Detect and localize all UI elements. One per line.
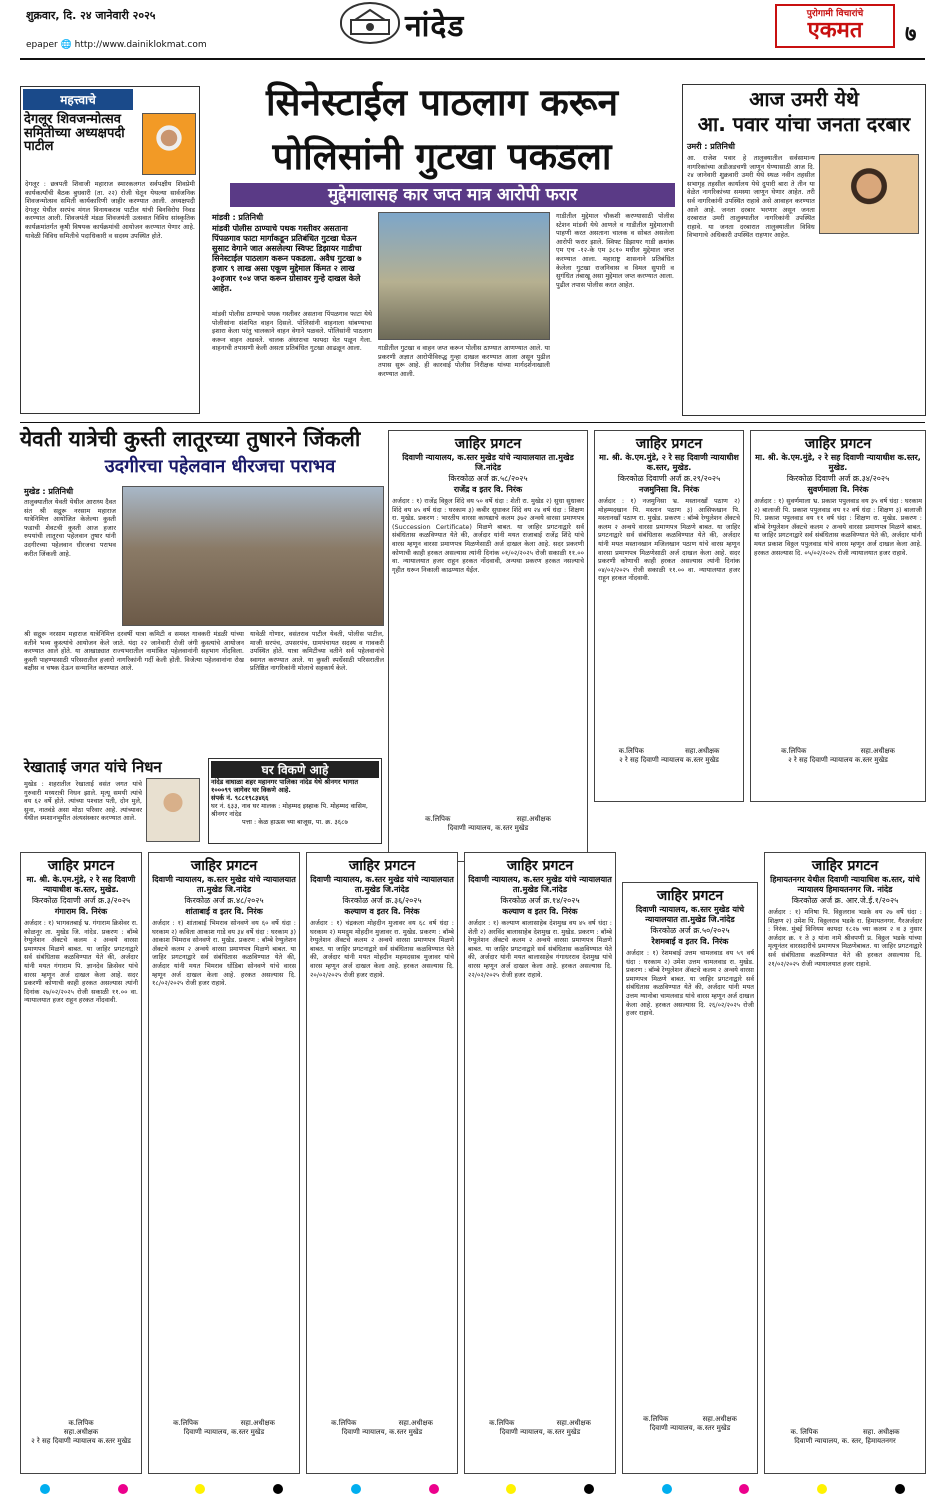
yellow-dot [817, 1484, 827, 1494]
ad-title: जाहिर प्रगटन [454, 436, 522, 452]
ghar-contact: संपर्क नं. ९८८१९८३४६६ [211, 794, 269, 802]
ad-sign-clerk: क.लिपिक [68, 1419, 94, 1427]
ad-case: किरकोळ अर्ज क्र. आर.जे.ई.१/२०२५ [791, 896, 899, 905]
ad-court: दिवाणी न्यायालय, क.स्तर मुखेड यांचे न्यायालयात ता.मुखेड जि.नांदेड [468, 875, 612, 894]
ad-sign-clerk: क.लिपिक [643, 1415, 669, 1423]
ad-title: जाहिर प्रगटन [804, 436, 872, 452]
ad-sign-superintendent: सहा.अधीक्षक [240, 1419, 275, 1427]
umri-byline: उमरी : प्रतिनिधी [687, 142, 735, 151]
ad-case: किरकोळ अर्ज क्र.४८/२०२५ [184, 896, 264, 905]
ad-sign-superintendent: सहा.अधीक्षक [63, 1428, 99, 1436]
ad-sign-clerk: क.लिपिक [425, 815, 451, 823]
ad-parties: गंगाराम वि. निरंक [54, 907, 108, 916]
ad-sign-superintendent: सहा.अधीक्षक [398, 1419, 433, 1427]
ad-sign-superintendent: सहा.अधीक्षक [702, 1415, 737, 1423]
ad-court: दिवाणी न्यायालय, क.स्तर मुखेड यांचे न्यायालयात ता.मुखेड जि.नांदेड [310, 875, 454, 894]
ad-title: जाहिर प्रगटन [656, 888, 724, 904]
ad-parties: कल्याण व इतर वि. निरंक [502, 907, 578, 916]
ad-sign-court: दिवाणी न्यायालय, क.स्तर मुखेड [183, 1428, 265, 1436]
ghar-body: नांदेड वाघाळा शहर महानगर पालिका नांदेड येथे श्रीनगर भागात १०००९९ जागेवर घर विकणे आहे. [211, 778, 359, 794]
ghar-address: पत्ता : केळ हाऊस च्या बाजूस, पा. क्र. ३६८७ [242, 818, 348, 826]
ad-sign-court: दिवाणी न्यायालय, क. स्तर, हिमायतनगर [794, 1437, 896, 1445]
black-dot [584, 1484, 594, 1494]
black-dot [895, 1484, 905, 1494]
umri-headline-1: आज उमरी येथे [749, 87, 859, 111]
ad-sign-superintendent: सहा.अधीक्षक [516, 815, 551, 823]
cyan-dot [40, 1484, 50, 1494]
brand-tagline: पुरोगामी विचारांचे [806, 9, 864, 19]
magenta-dot [429, 1484, 439, 1494]
ad-title: जाहिर प्रगटन [47, 858, 115, 874]
ad-title: जाहिर प्रगटन [811, 858, 879, 874]
ad-sign-superintendent: सहा.अधीक्षक [860, 747, 895, 755]
main-subtitle: मुद्देमालासह कार जप्त मात्र आरोपी फरार [230, 183, 675, 207]
ad-court: दिवाणी न्यायालय, क.स्तर मुखेड यांचे न्यायालयात ता.मुखेड जि.नांदेड [152, 875, 296, 894]
yellow-dot [195, 1484, 205, 1494]
ad-sign-superintendent: सहा.अधीक्षक [556, 1419, 591, 1427]
ad-box [388, 430, 588, 862]
ad-court: दिवाणी न्यायालय, क.स्तर मुखेड यांचे न्यायालयात ता.मुखेड जि.नांदेड [402, 453, 574, 472]
black-dot [273, 1484, 283, 1494]
ad-box [148, 852, 300, 1474]
ad-body: अर्जदार : १) भागवतबाई भ्र. गंगाराम क्रिसेवर रा. कोळनूर ता. मुखेड जि. नांदेड. प्रकरण : बॉम्बे रेग्युलेशन ॲक्टचे कलम २ अन्वये वारसा प्रमाणपत्र मिळणे बाबत. या जाहिर प्रगटनाद्वारे सर्व संबंधितास कळविण्यात येते की, अर्जदार यांनी मयत गंगाराम पि. ज्ञानदेव क्रिसेवर यांचे वारस म्हणून अर्ज दाखल केला आहे. सदर प्रकरणी कोणाची काही हरकत असल्यास त्यांनी दिनांक २७/०२/२०२५ रोजी सकाळी ११.०० वा. न्यायालयात हजर राहून हरकत नोंदवावी. [24, 919, 138, 1005]
ad-sign-clerk: क.लिपिक [781, 747, 807, 755]
ad-case: किरकोळ दिवाणी अर्ज क्र.३४/२०२५ [786, 474, 890, 483]
ghar-details: घर नं. ६३३, नाव घर मालक : मोहम्मद इस्हाक पि. मोहम्मद वासिम, श्रीनगर नांदेड [211, 802, 368, 818]
page-number: ७ [905, 22, 917, 47]
ad-case: किरकोळ अर्ज क्र.५०/२०२५ [650, 926, 730, 935]
ad-title: जाहिर प्रगटन [635, 436, 703, 452]
ad-sign-superintendent: सहा. अधीक्षक [862, 1428, 900, 1436]
ad-sign-court: दिवाणी न्यायालय, क.स्तर मुखेड [447, 824, 529, 832]
print-registration-marks [0, 1480, 945, 1498]
ad-court: दिवाणी न्यायालय, क.स्तर मुखेड यांचे न्यायालयात ता.मुखेड जि.नांदेड [635, 905, 745, 924]
ad-case: किरकोळ दिवाणी अर्ज क्र.३/२०२५ [31, 896, 131, 905]
ad-case: किरकोळ दिवाणी अर्ज क्र.२९/२०२५ [617, 474, 721, 483]
magenta-dot [739, 1484, 749, 1494]
ad-sign-clerk: क.लिपिक [331, 1419, 357, 1427]
main-body-3: गाडीतील मुद्देमाल चौकशी करण्यासाठी पोलीस स्टेशन मांडवी येथे आणले व गाडीतील मुद्देमालाची पाहणी करत असताना चालक व सोबत असलेला आरोपी फरार झाले. स्विफ्ट डिझायर गाडी क्रमांक एम एच -१२-के एम ३८१० मधील मुद्देमाल जप्त करण्यात आला. महाराष्ट्र शासनाने प्रतिबंधित केलेला गुटखा राजनिवास व विमल सुपारी व सुगंधित तंबाखू असा मुद्देमाल जप्त करण्यात आला. पुढील तपास पोलीस करत आहेत. [556, 212, 674, 289]
ad-box [764, 852, 926, 1474]
ad-parties: राजेंद्र व इतर वि. निरंक [453, 485, 523, 494]
ad-sign-superintendent: सहा.अधीक्षक [685, 747, 720, 755]
mahatvache-box [20, 86, 200, 414]
kusti-body-3: यावेळी गोणार, वसंतराव पाटील येवती, पोलीस पाटील, माजी सरपंच, उपसरपंच, ग्रामपंचायत सदस्य व गावकरी उपस्थित होते. यात्रा कमिटीच्या वतीने सर्व पहेलवानांचे स्वागत करण्यात आले. या कुस्ती स्पर्धेसाठी परिसरातील प्रतिष्ठित नागरिकांनी मोलाचे सहकार्य केले. [250, 630, 384, 673]
brand-name: एकमत [807, 18, 863, 43]
ad-box [306, 852, 458, 1474]
ad-body: अर्जदार : १) रेशमबाई उत्तम चामलवाड वय ५९ वर्ष धंदा : घरकाम २) उमेश उत्तम चामलवाड रा. मुखेड. प्रकरण : बॉम्बे रेग्युलेशन ॲक्टचे कलम २ अन्वये वारसा प्रमाणपत्र मिळणे बाबत. या जाहिर प्रगटनाद्वारे सर्व संबंधितास कळविण्यात येते की, अर्जदार यांनी मयत उत्तम ग्यानोबा चामलवाड यांचे वारस म्हणून अर्ज दाखल केला आहे. हरकत असल्यास दि. २६/०२/२०२५ रोजी हजर राहावे. [626, 949, 754, 1018]
section-rule [20, 422, 925, 423]
main-body-2: गाडीतील गुटखा व वाहन जप्त करून पोलीस ठाण्यात आणण्यात आले. या प्रकरणी अज्ञात आरोपीविरुद्ध गुन्हा दाखल करण्यात आला असून पुढील तपास सुरू आहे. ही कारवाई पोलीस निरीक्षक यांच्या मार्गदर्शनाखाली करण्यात आली. [378, 344, 550, 378]
yellow-dot [506, 1484, 516, 1494]
umri-body: आ. राजेश पवार हे तालुक्यातील सर्वसामान्य नागरिकांच्या अडीअडचणी जाणून घेण्यासाठी आज दि. २४ जानेवारी शुक्रवारी उमरी येथे स्थळ नवीन तहसील सभागृह तहसील कार्यालय येथे दुपारी बारा ते तीन या वेळेत नागरिकांच्या समस्या जाणून घेणार आहेत. तरी सर्व नागरिकांनी उपस्थित राहावे असे आवाहन करण्यात आले आहे. जनता दरबार भरणार असून जनता दरबारात उमरी तालुक्यातील नागरिकांनी उपस्थित राहावे. या जनता दरबारात तालुक्यातील विविध विभागाचे अधिकारी उपस्थित राहणार आहेत. [687, 154, 815, 240]
kusti-subtitle: उदगीरचा पहेलवान धीरजचा पराभव [104, 456, 336, 477]
mahatvache-body: देगलूर : छत्रपती शिवाजी महाराज स्मारकलगत सर्वपक्षीय शिवप्रेमी कार्यकर्त्यांची बैठक बुधवारी (ता. २२) रोजी घेतून येथल्या सार्वजनिक शिवजन्मोत्सव समिती कार्यकारिणी जाहीर करण्यात आली. अध्यक्षपदी देगलूर येथील सरपंच मंगल विनायकराव पाटील यांची बिनविरोध निवड करण्यात आली. शिवजयंती मंडळ शिवजयंती उत्सवात विविध सांस्कृतिक कार्यक्रमांतर्गत कृषी विषयक कार्यक्रमांची आयोजन करण्यात येणार आहे. यावेळी विविध समितीचे पदाधिकारी व सदस्य उपस्थित होते. [25, 180, 195, 240]
ad-sign-court: २ रे सह दिवाणी न्यायालय क.स्तर मुखेड [31, 1437, 131, 1445]
ad-sign-clerk: क.लिपिक [489, 1419, 515, 1427]
ad-body: अर्जदार : १) चंद्रकला मोहदीन मुजावर वय ६८ वर्ष धंदा : घरकाम २) ममदुम मोहदीन मुजावर रा. मुखेड. प्रकरण : बॉम्बे रेग्युलेशन ॲक्टचे कलम २ अन्वये वारसा प्रमाणपत्र मिळणे बाबत. या जाहिर प्रगटनाद्वारे सर्व संबंधितास कळविण्यात येते की, अर्जदार यांनी मयत मोहदीन महमदसाब मुजावर यांचे वारस म्हणून अर्ज दाखल केला आहे. हरकत असल्यास दि. २०/०२/२०२५ रोजी हजर राहावे. [310, 919, 454, 979]
ad-parties: सुवर्णमाला वि. निरंक [807, 485, 869, 494]
nidhan-headline: रेखाताई जगत यांचे निधन [24, 758, 162, 776]
kusti-byline: मुखेड : प्रतिनिधी [24, 487, 74, 496]
ad-title: जाहिर प्रगटन [190, 858, 258, 874]
cyan-dot [351, 1484, 361, 1494]
ad-sign-court: दिवाणी न्यायालय, क.स्तर मुखेड [649, 1424, 731, 1432]
main-body-1: मांडवी पोलीस ठाण्याचे पथक गस्तीवर असताना पिंपळगाव फाटा येथे पोलीसांना संशयित वाहन दिसले. पोलिसांनी वाहनाला थांबण्याचा इशारा केला परंतु चालकाने वाहन वेगाने पळवले. पोलिसांनी पाठलाग करून वाहन अडवले. चालक अंधाराचा फायदा घेत पळून गेला. वाहनाची तपासणी केली असता प्रतिबंधित गुटखा आढळून आला. [212, 310, 372, 353]
ad-court: मा. श्री. के.एम.मुंडे, २ रे सह दिवाणी न्यायाधीश क.स्तर, मुखेड. [755, 453, 921, 472]
ad-body: अर्जदार : १) मनिषा पि. विठ्ठलराव भडके वय २७ वर्षे धंदा : शिक्षण २) उमेश पि. विठ्ठलराव भडके रा. हिमायतनगर. गैरअर्जदार : निरंक. मुंबई विनियम कायदा १८२७ च्या कलम २ व ३ नुसार अर्जदार क्र. १ ते ३ यांना नामे श्रीवपणी प्र. विठ्ठल भडके यांच्या मृत्यूनंतर वारसदारीचे प्रमाणपत्र मिळणेबाबत. या जाहिर प्रगटनाद्वारे सर्व संबंधितास कळविण्यात येते की हरकत असल्यास दि. २१/०२/२०२५ रोजी न्यायालयात हजर राहावे. [768, 908, 922, 968]
police-seizure-photo [378, 212, 550, 340]
ad-title: जाहिर प्रगटन [348, 858, 416, 874]
ad-box [750, 430, 926, 802]
main-headline-2: पोलिसांनी गुटखा पकडला [272, 135, 612, 178]
section-tag: महत्त्वाचे [23, 89, 133, 110]
ad-sign-court: दिवाणी न्यायालय, क.स्तर मुखेड [499, 1428, 581, 1436]
ad-parties: रेशमबाई व इतर वि. निरंक [651, 937, 729, 946]
cyan-dot [662, 1484, 672, 1494]
ad-box [622, 882, 758, 1474]
nidhan-body: मुखेड : शहरातील रेखाताई वसंत जगत यांचे गुरुवारी मध्यरात्री निधन झाले. मृत्यू समयी त्यांचे वय ६२ वर्षे होते. त्यांच्या पश्चात पती, दोन मुले, सुना, नातवंडे असा मोठा परिवार आहे. त्यांच्यावर येथील स्मशानभूमीत अंत्यसंस्कार करण्यात आले. [24, 780, 142, 823]
ghar-box [208, 758, 382, 844]
umri-headline-2: आ. पवार यांचा जनता दरबार [697, 112, 911, 136]
masthead [0, 0, 945, 60]
main-byline: मांडवी : प्रतिनिधी [212, 213, 264, 222]
city-emblem-icon [340, 2, 400, 44]
header-rule [20, 58, 925, 60]
ad-sign-clerk: क.लिपिक [618, 747, 644, 755]
magenta-dot [118, 1484, 128, 1494]
main-headline-1: सिनेस्टाईल पाठलाग करून [265, 81, 619, 124]
ad-case: किरकोळ अर्ज क्र.३६/२०२५ [342, 896, 422, 905]
ad-box [464, 852, 616, 1474]
mahatvache-headline: देगलूर शिवजन्मोत्सव समितीच्या अध्यक्षपदी पाटील [24, 112, 125, 155]
ad-sign-clerk: क.लिपिक [173, 1419, 199, 1427]
ad-sign-court: दिवाणी न्यायालय, क.स्तर मुखेड [341, 1428, 423, 1436]
ad-body: अर्जदार : १) शांताबाई भिमराव सोनवणे वय ६० वर्षे धंदा : घरकाम २) कविता आकाश गाडे वय ३४ वर्षे धंदा : घरकाम ३) आकाश भिमराव सोनवणे रा. मुखेड. प्रकरण : बॉम्बे रेग्युलेशन ॲक्टचे कलम २ अन्वये वारसा प्रमाणपत्र मिळणे बाबत. या जाहिर प्रगटनाद्वारे सर्व संबंधितास कळविण्यात येते की, अर्जदार यांनी मयत भिमराव धोंडिबा सोनवणे यांचे वारस म्हणून अर्ज दाखल केला आहे. हरकत असल्यास दि. १८/०२/२०२५ रोजी हजर राहावे. [152, 919, 296, 988]
ghar-title: घर विकणे आहे [211, 761, 379, 778]
ad-sign-court: २ रे सह दिवाणी न्यायालय क.स्तर मुखेड [788, 756, 888, 764]
city-title: नांदेड [405, 9, 465, 44]
ad-case: किरकोळ अर्ज क्र.१४/२०२५ [500, 896, 580, 905]
mla-photo [819, 154, 919, 234]
ad-court: हिमायतनगर येथील दिवाणी न्यायाधिश क.स्तर, यांचे न्यायालय हिमायतनगर जि. नांदेड [770, 875, 920, 894]
ad-body: अर्जदार : १) नजमुनिसा भ्र. मस्तानखाँ पठाण २) मोहम्मदखान पि. मस्तान पठाण ३) आसिफखान पि. मस्तानखाँ पठाण रा. मुखेड. प्रकरण : बॉम्बे रेग्युलेशन ॲक्टचे कलम २ अन्वये वारसा प्रमाणपत्र मिळणे बाबत. या जाहिर प्रगटनाद्वारे सर्व संबंधितास कळविण्यात येते की, अर्जदार यांनी मयत मस्तानखान मजिलखान पठाण यांचे वारस म्हणून वारसा प्रमाणपत्र मिळणेसाठी अर्ज दाखल केला आहे. सदर प्रकरणी कोणाची काही हरकत असल्यास त्यांनी दिनांक ०४/०२/२०२५ रोजी सकाळी ११.०० वा. न्यायालयात हजर राहून हरकत नोंदवावी. [598, 497, 740, 583]
ad-sign-court: २ रे सह दिवाणी न्यायालय क.स्तर मुखेड [619, 756, 719, 764]
ad-title: जाहिर प्रगटन [506, 858, 574, 874]
wrestling-photo [122, 486, 384, 626]
ad-court: मा. श्री. के.एम.मुंडे, २ रे सह दिवाणी न्यायाधीश क.स्तर, मुखेड. [599, 453, 739, 472]
ad-body: अर्जदार : १) कल्याण बालासाहेब देशमुख वय ४५ वर्ष धंदा : शेती २) अरविंद बालासाहेब देशमुख रा. मुखेड. प्रकरण : बॉम्बे रेग्युलेशन ॲक्टचे कलम २ अन्वये वारसा प्रमाणपत्र मिळणे बाबत. या जाहिर प्रगटनाद्वारे सर्व संबंधितास कळविण्यात येते की, अर्जदार यांनी मयत बालासाहेब गंगाधरराव देशमुख यांचे वारस म्हणून अर्ज दाखल केला आहे. हरकत असल्यास दि. २२/०२/२०२५ रोजी हजर राहावे. [468, 919, 612, 979]
kusti-headline: येवती यात्रेची कुस्ती लातूरच्या तुषारने जिंकली [20, 427, 361, 451]
kusti-body-2: श्री सद्गुरू नरसाम महाराज यात्रेनिमित्त दरवर्षी यात्रा कमिटी व समस्त गावकरी मंडळी यांच्या वतीने भव्य कुस्त्यांचे आयोजन केले जाते. यंदा २२ जानेवारी रोजी जंगी कुस्त्यांचे आयोजन करण्यात आले होते. या आखाड्यात राज्यभरातील नामांकित पहेलवानांनी सहभाग नोंदविला. कुस्ती पाहण्यासाठी परिसरातील हजारो नागरिकांनी गर्दी केली होती. विजेत्या पहेलवानांना रोख बक्षीस व चषक देऊन सन्मानित करण्यात आले. [24, 630, 244, 673]
ad-court: मा. श्री. के.एम.मुंडे, २ रे सह दिवाणी न्यायाधीश क.स्तर, मुखेड. [26, 875, 136, 894]
ad-parties: नजमुनिसा वि. निरंक [638, 485, 700, 494]
umri-box [682, 84, 926, 416]
kusti-body-1: तालुक्यातील येवती येथील आराध्य दैवत संत श्री सद्गुरू नरसाम महाराज यात्रेनिमित्त आयोजित केलेल्या कुस्ती फडाची शेवटची कुस्ती आज हजार रुपयांची लातूरचा पहेलवान तुषार यांनी उदगीरच्या पहेलवान धीरजचा पराभव करीत जिंकली आहे. [24, 498, 116, 558]
ad-parties: शांताबाई व इतर वि. निरंक [185, 907, 263, 916]
ad-body: अर्जदार : १) राजेंद्र विठ्ठल शिंदे वय ५० वर्षे धंदा : शेती रा. मुखेड २) सुधा सुधाकर शिंदे वय ४५ वर्ष धंदा : घरकाम ३) कबीर सुधाकर शिंदे वय २४ वर्ष धंदा : शिक्षण रा. मुखेड. प्रकरण : भारतीय वारसा कायद्याचे कलम ३७२ अन्वये वारसा प्रमाणपत्र (Succession Certificate) मिळणे बाबत. या जाहिर प्रगटनाद्वारे सर्व संबंधितास कळविण्यात येते की, अर्जदार यांनी मयत राजाबाई राजेंद्र शिंदे यांचे वारस म्हणून वारसा प्रमाणपत्र मिळणेसाठी अर्ज दाखल केला आहे. सदर प्रकरणी कोणाची काही हरकत असल्यास त्यांनी दिनांक ०१/०२/२०२५ रोजी सकाळी ११.०० वा. न्यायालयात हजर राहून हरकत नोंदवावी, अन्यथा प्रकरण हरकत नसल्याचे गृहीत धरून निकाली काढण्यात येईल. [392, 497, 584, 574]
issue-date: शुक्रवार, दि. २४ जानेवारी २०२५ [26, 9, 156, 22]
ad-case: किरकोळ अर्ज क्र.५८/२०२५ [448, 474, 528, 483]
ad-parties: कल्याण व इतर वि. निरंक [344, 907, 420, 916]
person-photo [142, 113, 196, 175]
brand-logo [775, 4, 895, 48]
ad-sign-clerk: क. लिपिक [790, 1428, 819, 1436]
ad-body: अर्जदार : १) सुवर्णमाला भ्र. प्रकाश पपुलवाड वय ३५ वर्ष धंदा : घरकाम २) बालाजी पि. प्रकाश पपुलवाड वय १२ वर्ष धंदा : शिक्षण ३) बालाजी पि. प्रकाश पपुलवाड वय ११ वर्ष धंदा : शिक्षण रा. मुखेड. प्रकरण : बॉम्बे रेग्युलेशन ॲक्टचे कलम २ अन्वये वारसा प्रमाणपत्र मिळणे बाबत. या जाहिर प्रगटनाद्वारे सर्व संबंधितास कळविण्यात येते की, अर्जदार यांनी मयत प्रकाश विठ्ठल पपुलवाड यांचे वारस म्हणून अर्ज दाखल केला आहे. हरकत असल्यास दि. ०५/०२/२०२५ रोजी न्यायालयात हजर राहावे. [754, 497, 922, 557]
ad-box [20, 852, 142, 1474]
main-lead: मांडवी पोलीस ठाण्याचे पथक गस्तीवर असताना पिंपळगाव फाटा मार्गाकडून प्रतिबंधित गुटखा घेऊन सुसाट वेगाने जात असलेल्या स्विफ्ट डिझायर गाडीचा सिनेस्टाईल पाठलाग करून पकडला. अवैध गुटखा ७ हजार ९ लाख असा एकूण मुद्देमाल किंमत २ लाख ३०हजार १०४ जप्त करून ग्रोसावर गुन्हे दाखल केले आहेत. [212, 224, 362, 293]
epaper-link[interactable]: epaper 🌐 http://www.dainiklokmat.com [26, 40, 207, 50]
ad-box [594, 430, 744, 802]
obituary-photo [146, 778, 200, 842]
